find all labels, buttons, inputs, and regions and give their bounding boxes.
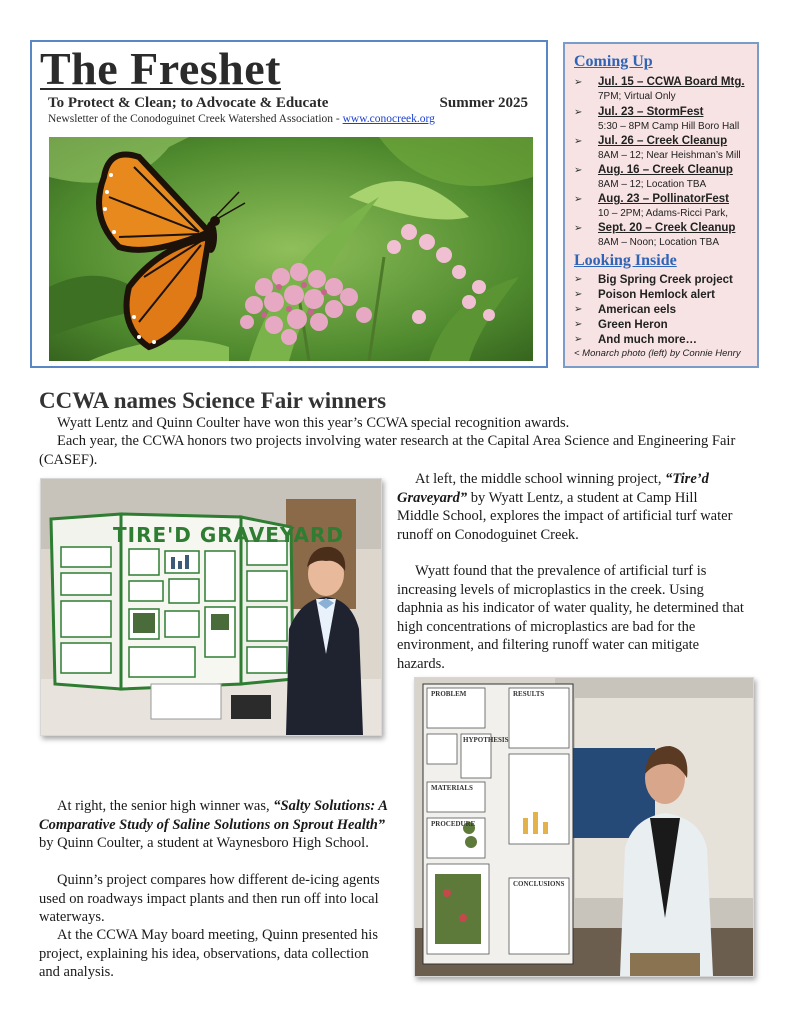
poster-label: MATERIALS — [431, 784, 473, 792]
quinn-2-text: Quinn’s project compares how different de-icing agents used on roadways impact plants and then run off into local waterways. — [39, 872, 380, 925]
poster-label: RESULTS — [513, 690, 545, 698]
inside-item — [574, 304, 754, 320]
quinn-3-text: At the CCWA May board meeting, Quinn presented his project, explaining his idea, observations, data collection and analysis. — [39, 927, 378, 980]
poster-label: PROBLEM — [431, 690, 467, 698]
intro-2-text: Each year, the CCWA honors two projects involving water research at the Capital Area Science and Engineering Fair (CASEF). — [39, 433, 736, 468]
event-name: Jul. 26 – Creek Cleanup — [598, 135, 728, 147]
looking-inside-heading: Looking Inside — [574, 252, 677, 269]
inside-item — [574, 274, 754, 290]
arrow-bullet-icon: ➢ — [574, 136, 583, 147]
inside-item-label: Big Spring Creek project — [598, 274, 733, 286]
intro-paragraph-1 — [39, 414, 749, 433]
wyatt-poster-photo — [40, 478, 382, 736]
quinn-1-post: by Quinn Coulter, a student at Waynesboro High School. — [39, 835, 369, 851]
subtitle-text: Newsletter of the Conodoguinet Creek Watershed Association - — [48, 113, 343, 125]
event-name: Sept. 20 – Creek Cleanup — [598, 222, 736, 234]
arrow-bullet-icon: ➢ — [574, 304, 583, 315]
website-link[interactable]: www.conocreek.org — [342, 113, 435, 125]
motto: To Protect & Clean; to Advocate & Educate — [48, 95, 329, 111]
newsletter-title: The Freshet — [40, 43, 282, 94]
monarch-photo — [49, 137, 533, 361]
inside-item — [574, 319, 754, 335]
arrow-bullet-icon: ➢ — [574, 223, 583, 234]
arrow-bullet-icon: ➢ — [574, 194, 583, 205]
event-detail: 8AM – 12; Near Heishman’s Mill — [598, 150, 741, 161]
masthead — [30, 40, 548, 368]
wyatt-1-pre: At left, the middle school winning project, — [415, 471, 666, 487]
intro-1-text: Wyatt Lentz and Quinn Coulter have won this year’s CCWA special recognition awards. — [57, 415, 570, 431]
arrow-bullet-icon: ➢ — [574, 319, 583, 330]
inside-item-label: And much more… — [598, 334, 698, 346]
wyatt-paragraph-2 — [397, 562, 745, 673]
issue-season: Summer 2025 — [439, 95, 528, 111]
event-name: Aug. 23 – PollinatorFest — [598, 193, 729, 205]
wyatt-project-title: “Tire’d Graveyard” — [397, 471, 709, 506]
quinn-project-title: “Salty Solutions: A Comparative Study of Saline Solutions on Sprout Health” — [39, 798, 388, 833]
photo-credit: < Monarch photo (left) by Connie Henry — [574, 348, 741, 359]
event-name: Jul. 23 – StormFest — [598, 106, 704, 118]
event-name: Aug. 16 – Creek Cleanup — [598, 164, 733, 176]
inside-item-label: Green Heron — [598, 319, 668, 331]
poster-label: HYPOTHESIS — [463, 736, 509, 744]
event-detail: 8AM – Noon; Location TBA — [598, 237, 719, 248]
inside-item — [574, 289, 754, 305]
sidebar — [563, 42, 759, 368]
article-headline: CCWA names Science Fair winners — [39, 388, 387, 413]
arrow-bullet-icon: ➢ — [574, 77, 583, 88]
coming-up-heading: Coming Up — [574, 53, 653, 70]
quinn-paragraph-1 — [39, 797, 389, 853]
wyatt-1-post: by Wyatt Lentz, a student at Camp Hill Middle School, explores the impact of artificial turf water runoff on Conodoguinet Creek. — [397, 489, 733, 543]
intro-paragraph-2 — [39, 432, 749, 469]
event-detail: 5:30 – 8PM Camp Hill Boro Hall — [598, 121, 740, 132]
arrow-bullet-icon: ➢ — [574, 274, 583, 285]
poster-1-title: TIRE'D GRAVEYARD — [113, 523, 344, 547]
subtitle — [48, 113, 435, 125]
inside-item-label: Poison Hemlock alert — [598, 289, 715, 301]
quinn-paragraph-2 — [39, 871, 391, 927]
arrow-bullet-icon: ➢ — [574, 107, 583, 118]
event-detail: 7PM; Virtual Only — [598, 91, 676, 102]
quinn-1-pre: At right, the senior high winner was, — [57, 798, 274, 814]
poster-label: CONCLUSIONS — [513, 880, 565, 888]
wyatt-paragraph-1 — [397, 470, 742, 544]
event-name: Jul. 15 – CCWA Board Mtg. — [598, 76, 745, 88]
event-detail: 10 – 2PM; Adams-Ricci Park, — [598, 208, 729, 219]
event-detail: 8AM – 12; Location TBA — [598, 179, 707, 190]
quinn-paragraph-3 — [39, 926, 379, 982]
poster-label: PROCEDURE — [431, 820, 476, 828]
arrow-bullet-icon: ➢ — [574, 165, 583, 176]
quinn-poster-photo — [414, 677, 754, 977]
wyatt-2-text: Wyatt found that the prevalence of artificial turf is increasing levels of microplastics in the creek. Using daphnia as his indicator of water quality, he determined that high concentrations of microplastics are bad for the environment, and filtering runoff water can mitigate hazards. — [397, 563, 744, 672]
arrow-bullet-icon: ➢ — [574, 334, 583, 345]
arrow-bullet-icon: ➢ — [574, 289, 583, 300]
inside-item-label: American eels — [598, 304, 676, 316]
